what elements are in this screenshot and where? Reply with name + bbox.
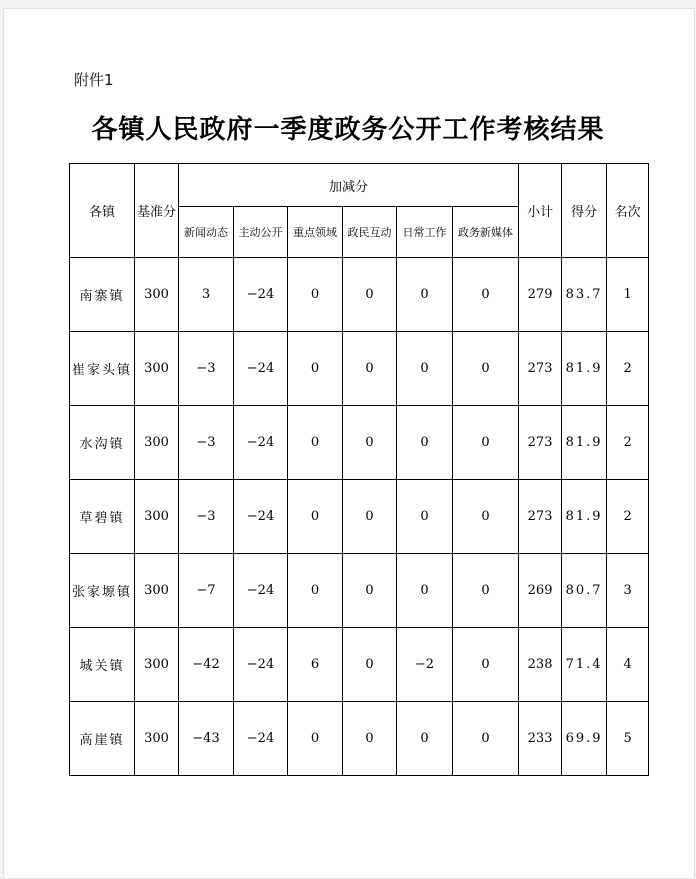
- cell-rank: 5: [607, 702, 649, 776]
- table-row: [70, 702, 649, 776]
- cell-public-interaction: 0: [343, 480, 397, 554]
- table-row: [70, 332, 649, 406]
- header-score: 得分: [562, 164, 607, 258]
- table-row: [70, 406, 649, 480]
- cell-key-areas: 0: [288, 702, 343, 776]
- attachment-label: 附件1: [74, 71, 114, 89]
- cell-new-media: 0: [453, 480, 519, 554]
- cell-public-interaction: 0: [343, 554, 397, 628]
- cell-rank: 4: [607, 628, 649, 702]
- cell-daily-work: 0: [397, 480, 453, 554]
- cell-daily-work: 0: [397, 702, 453, 776]
- cell-daily-work: 0: [397, 332, 453, 406]
- cell-news: −3: [179, 332, 234, 406]
- cell-proactive-disclosure: −24: [234, 332, 288, 406]
- cell-key-areas: 0: [288, 332, 343, 406]
- cell-rank: 2: [607, 332, 649, 406]
- cell-town: 草碧镇: [70, 480, 135, 554]
- cell-town: 张家塬镇: [70, 554, 135, 628]
- cell-daily-work: 0: [397, 258, 453, 332]
- cell-score: 81.9: [562, 332, 607, 406]
- cell-key-areas: 6: [288, 628, 343, 702]
- document-title: 各镇人民政府一季度政务公开工作考核结果: [91, 115, 605, 145]
- cell-score: 83.7: [562, 258, 607, 332]
- table-row: [70, 480, 649, 554]
- cell-rank: 2: [607, 480, 649, 554]
- cell-proactive-disclosure: −24: [234, 406, 288, 480]
- cell-town: 高崖镇: [70, 702, 135, 776]
- cell-daily-work: 0: [397, 406, 453, 480]
- cell-base-score: 300: [135, 480, 179, 554]
- cell-proactive-disclosure: −24: [234, 480, 288, 554]
- cell-news: 3: [179, 258, 234, 332]
- cell-daily-work: 0: [397, 554, 453, 628]
- cell-news: −43: [179, 702, 234, 776]
- cell-rank: 1: [607, 258, 649, 332]
- cell-new-media: 0: [453, 628, 519, 702]
- cell-public-interaction: 0: [343, 332, 397, 406]
- cell-new-media: 0: [453, 258, 519, 332]
- subheader-news: 新闻动态: [179, 207, 234, 258]
- cell-rank: 3: [607, 554, 649, 628]
- cell-subtotal: 273: [519, 480, 562, 554]
- header-row: [70, 164, 649, 207]
- subheader-proactive-disclosure: 主动公开: [234, 207, 288, 258]
- cell-town: 城关镇: [70, 628, 135, 702]
- cell-town: 水沟镇: [70, 406, 135, 480]
- cell-proactive-disclosure: −24: [234, 628, 288, 702]
- cell-key-areas: 0: [288, 258, 343, 332]
- cell-key-areas: 0: [288, 554, 343, 628]
- cell-score: 69.9: [562, 702, 607, 776]
- cell-public-interaction: 0: [343, 702, 397, 776]
- cell-public-interaction: 0: [343, 406, 397, 480]
- cell-base-score: 300: [135, 628, 179, 702]
- cell-subtotal: 279: [519, 258, 562, 332]
- cell-news: −7: [179, 554, 234, 628]
- cell-base-score: 300: [135, 332, 179, 406]
- header-base-score: 基准分: [135, 164, 179, 258]
- header-town: 各镇: [70, 164, 135, 258]
- cell-score: 71.4: [562, 628, 607, 702]
- cell-subtotal: 273: [519, 332, 562, 406]
- subheader-key-areas: 重点领域: [288, 207, 343, 258]
- cell-public-interaction: 0: [343, 258, 397, 332]
- table-row: [70, 628, 649, 702]
- cell-daily-work: −2: [397, 628, 453, 702]
- cell-new-media: 0: [453, 554, 519, 628]
- results-table: [69, 163, 649, 776]
- cell-subtotal: 273: [519, 406, 562, 480]
- cell-base-score: 300: [135, 406, 179, 480]
- cell-new-media: 0: [453, 332, 519, 406]
- cell-news: −3: [179, 406, 234, 480]
- cell-score: 81.9: [562, 406, 607, 480]
- cell-new-media: 0: [453, 406, 519, 480]
- header-adjustments: 加减分: [179, 164, 519, 207]
- cell-town: 南寨镇: [70, 258, 135, 332]
- table-row: [70, 554, 649, 628]
- subheader-public-interaction: 政民互动: [343, 207, 397, 258]
- cell-proactive-disclosure: −24: [234, 258, 288, 332]
- cell-public-interaction: 0: [343, 628, 397, 702]
- cell-proactive-disclosure: −24: [234, 702, 288, 776]
- cell-score: 80.7: [562, 554, 607, 628]
- subheader-daily-work: 日常工作: [397, 207, 453, 258]
- cell-new-media: 0: [453, 702, 519, 776]
- cell-base-score: 300: [135, 554, 179, 628]
- cell-proactive-disclosure: −24: [234, 554, 288, 628]
- header-subtotal: 小计: [519, 164, 562, 258]
- header-rank: 名次: [607, 164, 649, 258]
- cell-score: 81.9: [562, 480, 607, 554]
- cell-key-areas: 0: [288, 406, 343, 480]
- cell-news: −3: [179, 480, 234, 554]
- cell-subtotal: 269: [519, 554, 562, 628]
- cell-base-score: 300: [135, 702, 179, 776]
- cell-key-areas: 0: [288, 480, 343, 554]
- cell-news: −42: [179, 628, 234, 702]
- cell-rank: 2: [607, 406, 649, 480]
- subheader-new-media: 政务新媒体: [453, 207, 519, 258]
- cell-town: 崔家头镇: [70, 332, 135, 406]
- cell-subtotal: 233: [519, 702, 562, 776]
- cell-base-score: 300: [135, 258, 179, 332]
- table-row: [70, 258, 649, 332]
- cell-subtotal: 238: [519, 628, 562, 702]
